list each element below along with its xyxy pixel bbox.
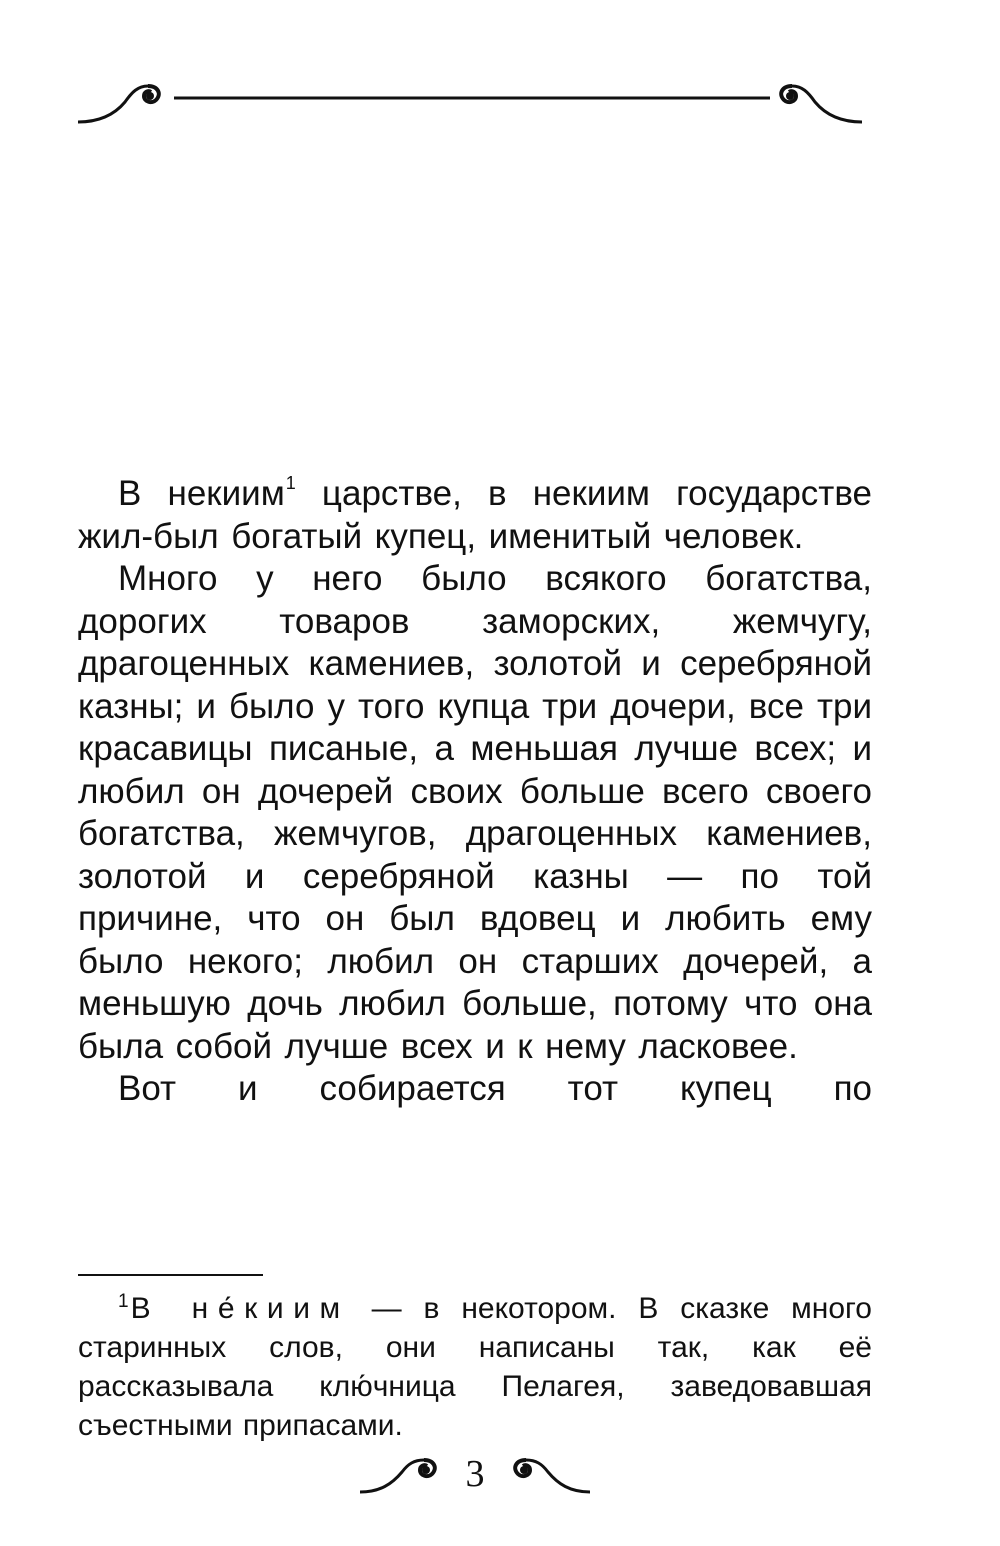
flourish-rule-icon bbox=[70, 72, 870, 132]
paragraph-1 bbox=[78, 462, 872, 558]
footnote-text: — в некотором. В сказке много старинных слов, они написаны так, как её рассказывала клю́чница Пелагея, заведовавшая съестными припасами. bbox=[78, 1292, 872, 1442]
footnote bbox=[78, 1282, 872, 1445]
header-ornament bbox=[70, 72, 870, 132]
footnote-number: 1 bbox=[118, 1291, 129, 1312]
paragraph-1-rest: царстве, в некиим государстве жил-был богатый купец, именитый человек. bbox=[78, 474, 872, 556]
paragraph-1-start: В некиим bbox=[118, 474, 285, 513]
footnote-term: В не́киим bbox=[130, 1292, 350, 1325]
footnote-divider bbox=[78, 1274, 263, 1276]
page-number: 3 bbox=[465, 1453, 485, 1495]
page-footer bbox=[350, 1448, 600, 1508]
footnote-reference: 1 bbox=[285, 473, 296, 493]
paragraph-3: Вот и собирается тот купец по bbox=[118, 1069, 872, 1108]
story-text bbox=[78, 462, 872, 1111]
paragraph-2: Много у него было всякого богатства, дорогих товаров заморских, жемчугу, драгоценных камениев, золотой и серебряной казны; и было у того купца три дочери, все три красавицы писаные, а меньшая лучше всех; и любил он дочерей своих больше всего своего богатства, жемчугов, драгоценных камениев, золотой и серебряной казны — по той причине, что он был вдовец и любить ему было некого; любил он старших дочерей, а меньшую дочь любил больше, потому что она была собой лучше всех и к нему ласковее. bbox=[78, 559, 872, 1066]
